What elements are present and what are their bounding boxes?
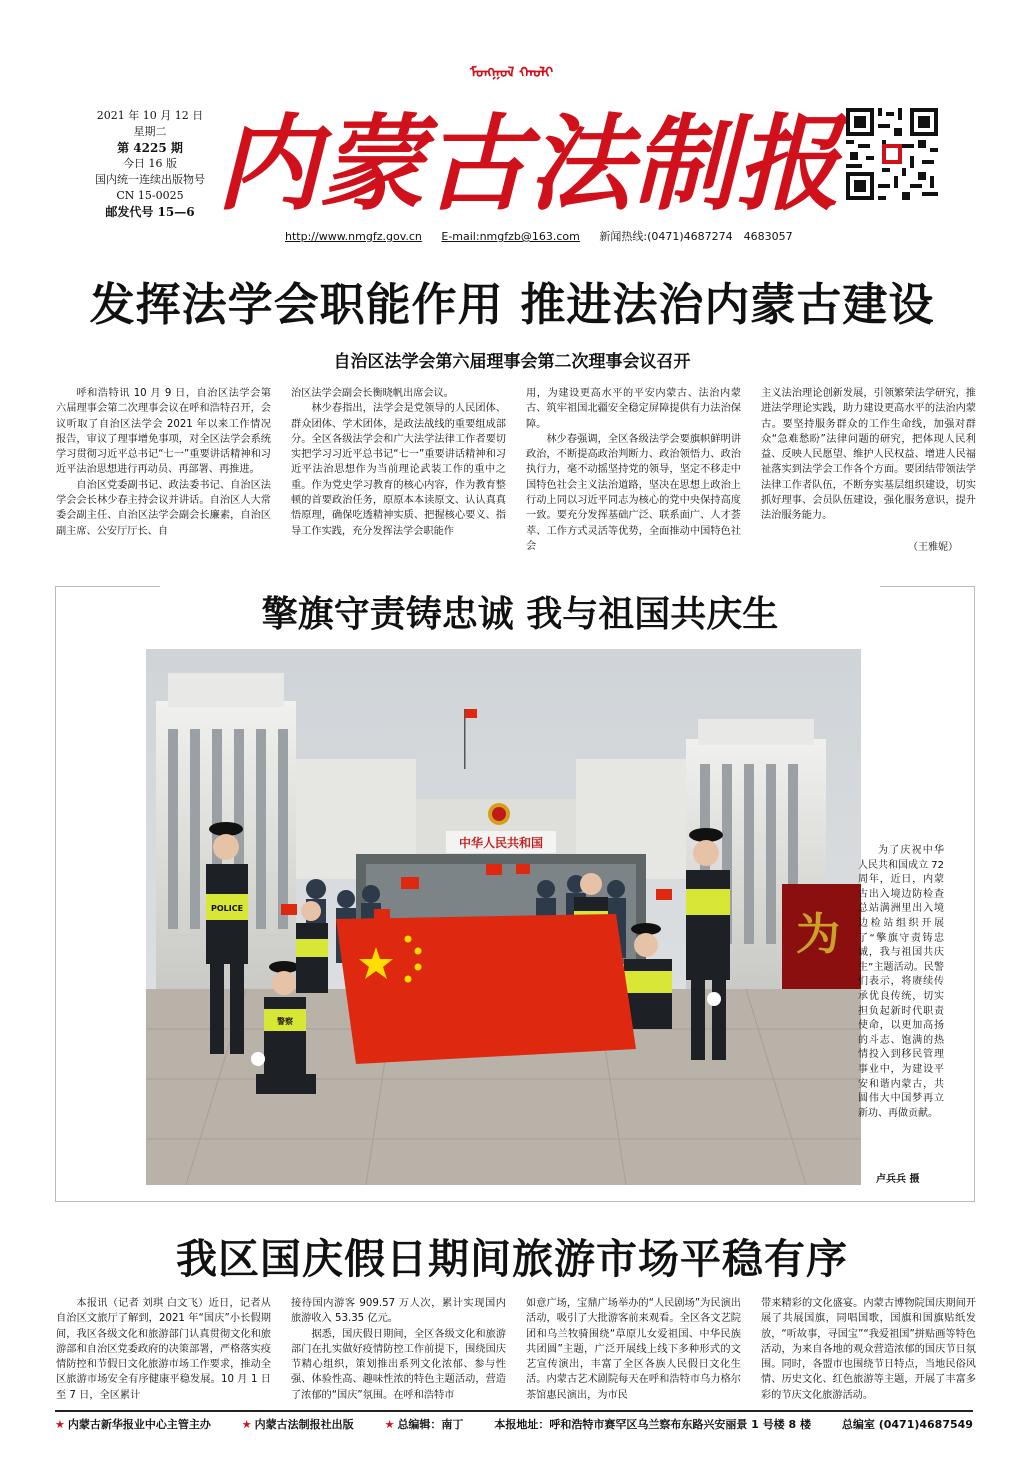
second-headline: 我区国庆假日期间旅游市场平稳有序 xyxy=(176,1235,848,1283)
lead-headline: 发挥法学会职能作用 推进法治内蒙古建设 xyxy=(89,278,935,331)
cn-number: CN 15-0025 xyxy=(116,189,184,202)
second-paragraph: 如意广场，宝鼎广场举办的“人民剧场”为民演出活动，吸引了大批游客前来观看。全区各文艺院团和乌兰牧骑围绕“草原儿女爱祖国、中华民族共团圆”主题，广泛开展线上线下多种形式的文艺宣传演出，丰富了全区各族人民假日文化生活。内蒙古艺术剧院每天在呼和浩特市乌力格尔茶馆惠民演出，为市民 xyxy=(526,1298,741,1401)
footer-editor-text: 总编辑：南丁 xyxy=(397,1418,464,1431)
lead-subhead: 自治区法学会第六届理事会第二次理事会议召开 xyxy=(333,352,691,372)
lead-col-3 xyxy=(526,386,741,552)
feature-title: 擎旗守责铸忠诚 我与祖国共庆生 xyxy=(160,586,880,637)
second-paragraph: 据悉，国庆假日期间，全区各级文化和旅游部门在扎实做好疫情防控工作前提下，围绕国庆节精心组织，策划推出系列文化浓郁、参与性强、体验性高、趣味性浓的特色主题活动，营造了浓郁的“国庆”氛围。在呼和浩特市 xyxy=(291,1328,506,1401)
email-link[interactable]: E-mail:nmgfzb@163.com xyxy=(441,230,580,243)
second-col-4 xyxy=(761,1296,976,1408)
contact-line xyxy=(285,228,809,244)
star-icon: ★ xyxy=(55,1418,65,1431)
second-article-body xyxy=(56,1296,976,1408)
lead-paragraph: 主义法治理论创新发展，引领繁荣法学研究，推进法学理论实践，助力建设更高水平的法治内蒙古。要坚持服务群众的工作生命线，加强对群众“急难愁盼”法律问题的研究，把体现人民利益、反映人民愿望、维护人民权益、增进人民福祉落实到法学会工作各个方面。要团结带领法学法律工作者队伍，不断夯实基层组织建设，切实抓好理事、会员队伍建设，强化服务意识，提升法治服务能力。 xyxy=(761,388,976,522)
police-label: POLICE xyxy=(210,904,244,913)
photo-credit: 卢兵兵 摄 xyxy=(876,1174,920,1185)
second-paragraph: 本报讯（记者 刘琪 白文飞）近日，记者从自治区文旅厅了解到，2021 年“国庆”小长假期间，我区各级文化和旅游部门认真贯彻文化和旅游部和自治区党委政府的决策部署，严格落实疫情防控和节假日文化旅游市场工作要求，推动全区旅游市场安全有序健康平稳发展。10 月 1 日至 7 日，全区累计 xyxy=(56,1298,271,1401)
national-flag xyxy=(336,914,636,1064)
building-sign: 中华人民共和国 xyxy=(458,836,544,850)
svg-text:为: 为 xyxy=(796,909,840,960)
footer-publisher-text: 内蒙古法制报社出版 xyxy=(254,1418,354,1431)
second-paragraph: 接待国内游客 909.57 万人次，累计实现国内旅游收入 53.35 亿元。 xyxy=(291,1298,506,1325)
caption-text: 为了庆祝中华人民共和国成立 72 周年，近日，内蒙古出入境边防检查总站满洲里出入境边检站组织开展了“擎旗守责铸忠诚，我与祖国共庆生”主题活动。民警们表示，将赓续传承优良传统，切实担负起新时代职责使命，以更加高扬的斗志、饱满的热情投入到移民管理事业中，为建设平安和谐内蒙古，共圆伟大中国梦再立新功、再做贡献。 xyxy=(858,845,944,1119)
hotline: 新闻热线:(0471)4687274 4683057 xyxy=(599,230,793,243)
lead-col-2 xyxy=(291,386,506,546)
footer-rule xyxy=(55,1410,973,1412)
issue-meta xyxy=(80,108,220,220)
masthead-title: 内蒙古法制报 xyxy=(215,102,841,225)
lead-paragraph: 林少春强调，全区各级法学会要旗帜鲜明讲政治，不断提高政治判断力、政治领悟力、政治执行力，毫不动摇坚持党的领导，坚定不移走中国特色社会主义法治道路，坚决在思想上政治上行动上同以习近平同志为核心的党中央保持高度一致。要充分发挥基础广泛、联系面广、人才荟萃、工作方式灵活等优势，全面推动中国特色社会 xyxy=(526,433,741,552)
lead-paragraph: 林少春指出，法学会是党领导的人民团体、群众团体、学术团体，是政法战线的重要组成部分。全区各级法学会和广大法学法律工作者要切实把学习习近平总书记“七一”重要讲话精神和习近平法治思想作为当前理论武装工作的重中之重。作为党史学习教育的核心内容，作为教育整顿的首要政治任务，原原本本读原文、认认真真悟原理，确保吃透精神实质、把握核心要义、指导工作实践，充分发挥法学会职能作 xyxy=(291,403,506,537)
footer-sponsor xyxy=(55,1416,211,1432)
lead-col-1 xyxy=(56,386,271,546)
qr-code[interactable] xyxy=(846,108,938,200)
second-paragraph: 带来精彩的文化盛宴。内蒙古博物院国庆期间开展了共展国旗，同唱国歌，国旗和国旗贴纸发放，“听故事，寻国宝”“我爱祖国”拼贴画等特色活动，为来自各地的观众营造浓郁的国庆节日氛围。同时，各盟市也围绕节日特点，当地民俗风情、历史文化、红色旅游等主题，开展了丰富多彩的节庆文化旅游活动。 xyxy=(761,1298,976,1401)
masthead-logo xyxy=(215,92,841,225)
feature-caption xyxy=(858,844,944,1121)
issue-date: 2021 年 10 月 12 日 xyxy=(96,109,204,122)
lead-paragraph: 呼和浩特讯 10 月 9 日，自治区法学会第六届理事会第二次理事会议在呼和浩特召开，会议听取了自治区法学会 2021 年以来工作情况报告，审议了理事增免事项，对全区法学会系统学习贯彻习近平总书记“七一”重要讲话精神和习近平法治思想进行再动员、再部署、再推进。 xyxy=(56,388,271,476)
footer-editor xyxy=(385,1416,464,1432)
feature-photo xyxy=(146,649,861,1185)
lead-paragraph: 治区法学会副会长衡晓帆出席会议。 xyxy=(291,388,454,399)
footer-sponsor-text: 内蒙古新华报业中心主管主办 xyxy=(67,1418,211,1431)
footer-publisher xyxy=(242,1416,354,1432)
website-link[interactable]: http://www.nmgfz.gov.cn xyxy=(285,230,422,243)
issue-number: 第 4225 期 xyxy=(117,141,183,155)
issue-pages: 今日 16 版 xyxy=(123,157,177,170)
lead-col-4 xyxy=(761,386,976,546)
second-col-1 xyxy=(56,1296,271,1408)
footer xyxy=(55,1416,973,1432)
second-col-2 xyxy=(291,1296,506,1408)
mongolian-title: ᠮᠣᠩᠭᠣᠯ ᠬᠠᠤᠯᠢ xyxy=(470,65,554,81)
star-icon: ★ xyxy=(384,1418,395,1431)
jingcha-label: 警察 xyxy=(277,1017,293,1026)
lead-paragraph: 用，为建设更高水平的平安内蒙古、法治内蒙古、筑牢祖国北疆安全稳定屏障提供有力法治保障。 xyxy=(526,388,741,430)
serial-label: 国内统一连续出版物号 xyxy=(95,173,205,186)
footer-address: 本报地址：呼和浩特市赛罕区乌兰察布东路兴安丽景 1 号楼 8 楼 xyxy=(494,1418,811,1431)
second-col-3 xyxy=(526,1296,741,1408)
lead-paragraph: 自治区党委副书记、政法委书记、自治区法学会会长林少春主持会议并讲话。自治区人大常委会副主任、自治区法学会副会长廉素，自治区副主席、公安厅厅长、自 xyxy=(56,479,271,537)
issue-weekday: 星期二 xyxy=(133,125,167,138)
postal-code: 邮发代号 15—6 xyxy=(105,205,195,219)
star-icon: ★ xyxy=(241,1418,252,1431)
footer-office: 总编室 (0471)4687549 xyxy=(841,1418,973,1431)
lead-byline: （王雅妮） xyxy=(908,542,958,553)
